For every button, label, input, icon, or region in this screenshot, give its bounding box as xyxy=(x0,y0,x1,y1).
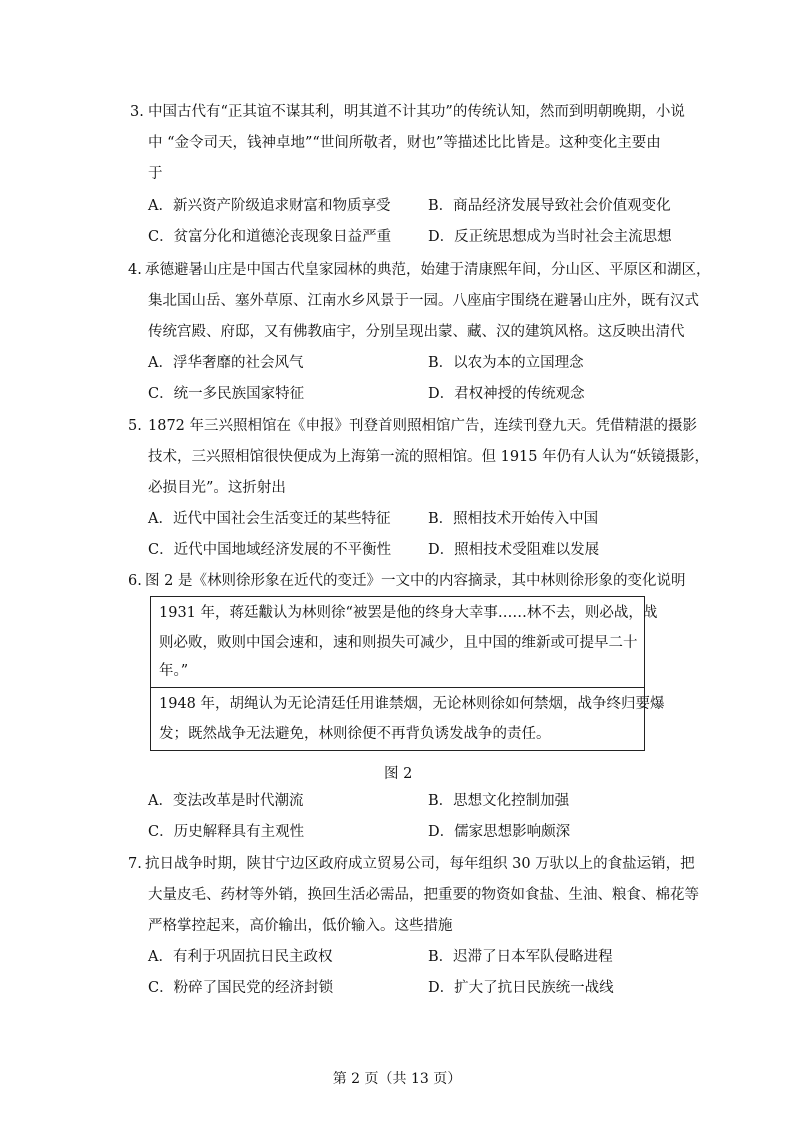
quote-line: 1948 年，胡绳认为无论清廷任用谁禁烟，无论林则徐如何禁烟，战争终归要爆 xyxy=(159,696,665,712)
question-text-line: 中 “金令司天，钱神卓地”“世间所敬者，财也”等描述比比皆是。这种变化主要由 xyxy=(148,135,661,151)
question-text-line: 1872 年三兴照相馆在《申报》刊登首则照相馆广告，连续刊登九天。凭借精湛的摄影 xyxy=(148,418,698,434)
question-text-line: 传统宫殿、府邸，又有佛教庙宇，分别呈现出蒙、藏、汉的建筑风格。这反映出清代 xyxy=(148,324,685,340)
question-text-line: 于 xyxy=(148,166,163,182)
question-text-line: 必损目光”。这折射出 xyxy=(148,480,286,496)
figure-caption: 图 2 xyxy=(384,766,413,782)
option-c: C．近代中国地域经济发展的不平衡性 xyxy=(148,542,392,558)
question-text-line: 中国古代有“正其谊不谋其利，明其道不计其功”的传统认知，然而到明朝晚期，小说 xyxy=(148,104,685,120)
question-number: 7. xyxy=(128,856,142,872)
page-footer: 第 2 页（共 13 页） xyxy=(332,1071,462,1087)
option-d: D．照相技术受阻难以发展 xyxy=(428,542,600,558)
option-c: C．粉碎了国民党的经济封锁 xyxy=(148,980,334,996)
option-a: A．新兴资产阶级追求财富和物质享受 xyxy=(148,198,391,214)
question-number: 3. xyxy=(130,104,144,120)
option-c: C．统一多民族国家特征 xyxy=(148,386,305,402)
question-text-line: 承德避暑山庄是中国古代皇家园林的典范，始建于清康熙年间，分山区、平原区和湖区， xyxy=(145,262,711,278)
quote-line: 发；既然战争无法避免，林则徐便不再背负诱发战争的责任。 xyxy=(159,726,551,742)
option-d: D．儒家思想影响颇深 xyxy=(428,824,571,840)
option-d: D．反正统思想成为当时社会主流思想 xyxy=(428,229,672,245)
question-text-line: 技术，三兴照相馆很快便成为上海第一流的照相馆。但 1915 年仍有人认为“妖镜摄影， xyxy=(148,449,710,465)
option-d: D．君权神授的传统观念 xyxy=(428,386,585,402)
question-text-line: 大量皮毛、药材等外销，换回生活必需品，把重要的物资如食盐、生油、粮食、棉花等 xyxy=(148,887,699,903)
option-b: B．照相技术开始传入中国 xyxy=(428,511,599,527)
option-b: B．迟滞了日本军队侵略进程 xyxy=(428,949,613,965)
option-d: D．扩大了抗日民族统一战线 xyxy=(428,980,614,996)
option-a: A．浮华奢靡的社会风气 xyxy=(148,355,304,371)
option-b: B．思想文化控制加强 xyxy=(428,793,570,809)
question-number: 5. xyxy=(128,418,142,434)
option-a: A．变法改革是时代潮流 xyxy=(148,793,304,809)
option-b: B．商品经济发展导致社会价值观变化 xyxy=(428,198,671,214)
quote-cell-1931 xyxy=(151,597,658,687)
question-text-line: 集北国山岳、塞外草原、江南水乡风景于一园。八座庙宇围绕在避暑山庄外，既有汉式 xyxy=(148,293,699,309)
quote-line: 年。” xyxy=(159,663,189,679)
quote-line: 则必败，败则中国会速和，速和则损失可减少，且中国的维新或可提早二十 xyxy=(159,635,638,651)
question-text-line: 抗日战争时期，陕甘宁边区政府成立贸易公司，每年组织 30 万驮以上的食盐运销，把 xyxy=(145,856,695,872)
quote-line: 1931 年，蒋廷黻认为林则徐“被罢是他的终身大幸事……林不去，则必战，战 xyxy=(159,605,658,621)
quote-box xyxy=(150,596,665,751)
option-c: C．历史解释具有主观性 xyxy=(148,824,305,840)
option-c: C．贫富分化和道德沦丧现象日益严重 xyxy=(148,229,392,245)
question-text-line: 严格掌控起来，高价输出，低价输入。这些措施 xyxy=(148,918,453,934)
question-text-line: 图 2 是《林则徐形象在近代的变迁》一文中的内容摘录，其中林则徐形象的变化说明 xyxy=(145,573,686,589)
question-number: 6. xyxy=(128,573,142,589)
option-a: A．有利于巩固抗日民主政权 xyxy=(148,949,333,965)
question-number: 4. xyxy=(128,262,142,278)
option-a: A．近代中国社会生活变迁的某些特征 xyxy=(148,511,391,527)
quote-cell-1948 xyxy=(151,687,665,750)
option-b: B．以农为本的立国理念 xyxy=(428,355,584,371)
